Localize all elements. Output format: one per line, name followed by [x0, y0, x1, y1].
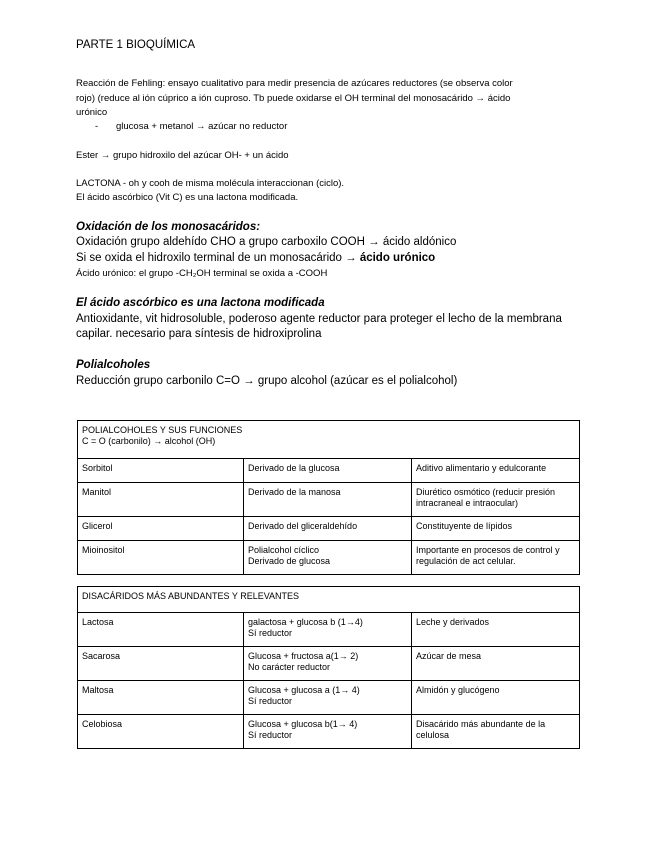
disacarido-name: Lactosa: [78, 613, 244, 647]
reductor-text: No carácter reductor: [248, 662, 331, 672]
disacarido-name: Maltosa: [78, 681, 244, 715]
polialcohol-origin: [244, 459, 412, 483]
source-text: Leche y derivados: [416, 617, 490, 627]
origin-text: Derivado de la manosa: [248, 487, 341, 497]
ester-line: Ester → grupo hidroxilo del azúcar OH- + un ácido: [76, 150, 289, 161]
polialcoholes-line-1: Reducción grupo carbonilo C=O → grupo alcohol (azúcar es el polialcohol): [76, 375, 458, 387]
reductor-text: Sí reductor: [248, 628, 293, 638]
origin-text: Polialcohol cíclico: [248, 545, 320, 555]
polialcohol-name: Sorbitol: [78, 459, 244, 483]
fehling-line-1: Reacción de Fehling: ensayo cualitativo para medir presencia de azúcares reductores (se observa color: [76, 78, 513, 89]
polialcohol-function: [412, 517, 580, 541]
table-title-row: [78, 421, 580, 459]
disacarido-source: [412, 681, 580, 715]
source-text: Disacárido más abundante de la: [416, 719, 546, 729]
table-title: POLIALCOHOLES Y SUS FUNCIONES: [82, 425, 243, 435]
ascorbico-heading: El ácido ascórbico es una lactona modificada: [76, 297, 325, 309]
composition-text: Glucosa + fructosa a(1→ 2): [248, 651, 359, 661]
oxidacion-line-3: Ácido urónico: el grupo -CH₂OH terminal se oxida a -COOH: [76, 268, 328, 279]
table-title-row: [78, 587, 580, 613]
lactona-line-2: El ácido ascórbico (Vit C) es una lactona modificada.: [76, 192, 299, 203]
fehling-line-3: urónico: [76, 107, 108, 118]
disacarido-composition: [244, 715, 412, 749]
source-text: Almidón y glucógeno: [416, 685, 500, 695]
source-text: Azúcar de mesa: [416, 651, 482, 661]
ascorbico-line-2: capilar. necesario para síntesis de hidroxiprolina: [76, 328, 322, 340]
polialcohol-origin: [244, 483, 412, 517]
composition-text: Glucosa + glucosa b(1→ 4): [248, 719, 358, 729]
function-text: Aditivo alimentario y edulcorante: [416, 463, 547, 473]
table-row: [78, 541, 580, 575]
lactona-line-1: LACTONA - oh y cooh de misma molécula interaccionan (ciclo).: [76, 178, 345, 189]
fehling-line-2: rojo) (reduce al ión cúprico a ión cuproso. Tb puede oxidarse el OH terminal del monosacárido → ácido: [76, 93, 511, 104]
oxidacion-line-2: [76, 252, 435, 264]
disacarido-composition: [244, 681, 412, 715]
polialcohol-function: [412, 483, 580, 517]
function-text-2: regulación de act celular.: [416, 556, 516, 566]
composition-text: Glucosa + glucosa a (1→ 4): [248, 685, 360, 695]
acido-uronico-term: ácido urónico: [359, 252, 436, 264]
disacarido-source: [412, 613, 580, 647]
polialcohol-name: Mioinositol: [78, 541, 244, 575]
ascorbico-line-1: Antioxidante, vit hidrosoluble, poderoso agente reductor para proteger el lecho de la membrana: [76, 313, 562, 325]
oxidacion-line-2-text: Si se oxida el hidroxilo terminal de un monosacárido →: [76, 252, 360, 264]
bullet-marker: -: [95, 121, 99, 132]
polialcohol-function: [412, 459, 580, 483]
page-title: PARTE 1 BIOQUÍMICA: [76, 39, 196, 51]
table-subtitle: C = O (carbonilo) → alcohol (OH): [82, 436, 216, 446]
disacarido-source: [412, 647, 580, 681]
origin-text-2: Derivado de glucosa: [248, 556, 331, 566]
table-row: [78, 459, 580, 483]
table-title: DISACÁRIDOS MÁS ABUNDANTES Y RELEVANTES: [78, 587, 580, 613]
table-row: [78, 613, 580, 647]
oxidacion-heading: Oxidación de los monosacáridos:: [76, 221, 261, 233]
table-row: [78, 681, 580, 715]
reductor-text: Sí reductor: [248, 696, 293, 706]
polialcoholes-table: [77, 420, 580, 575]
polialcohol-name: Manitol: [78, 483, 244, 517]
origin-text: Derivado de la glucosa: [248, 463, 340, 473]
polialcohol-origin: [244, 517, 412, 541]
function-text-2: intracraneal e intraocular): [416, 498, 519, 508]
composition-text: galactosa + glucosa b (1→4): [248, 617, 363, 627]
function-text: Importante en procesos de control y: [416, 545, 560, 555]
table-row: [78, 483, 580, 517]
disacarido-name: Celobiosa: [78, 715, 244, 749]
polialcohol-function: [412, 541, 580, 575]
table-row: [78, 517, 580, 541]
reductor-text: Sí reductor: [248, 730, 293, 740]
disacarido-name: Sacarosa: [78, 647, 244, 681]
polialcoholes-heading: Polialcoholes: [76, 359, 151, 371]
fehling-bullet: glucosa + metanol → azúcar no reductor: [116, 121, 288, 132]
table-title-cell: [78, 421, 580, 459]
function-text: Constituyente de lípidos: [416, 521, 513, 531]
disacarido-composition: [244, 647, 412, 681]
polialcohol-origin: [244, 541, 412, 575]
disacarido-source: [412, 715, 580, 749]
disacarido-composition: [244, 613, 412, 647]
table-row: [78, 647, 580, 681]
table-row: [78, 715, 580, 749]
origin-text: Derivado del gliceraldehído: [248, 521, 358, 531]
disacaridos-table: [77, 586, 580, 749]
polialcohol-name: Glicerol: [78, 517, 244, 541]
function-text: Diurético osmótico (reducir presión: [416, 487, 556, 497]
source-text-2: celulosa: [416, 730, 450, 740]
oxidacion-line-1: Oxidación grupo aldehído CHO a grupo carboxilo COOH → ácido aldónico: [76, 236, 457, 248]
